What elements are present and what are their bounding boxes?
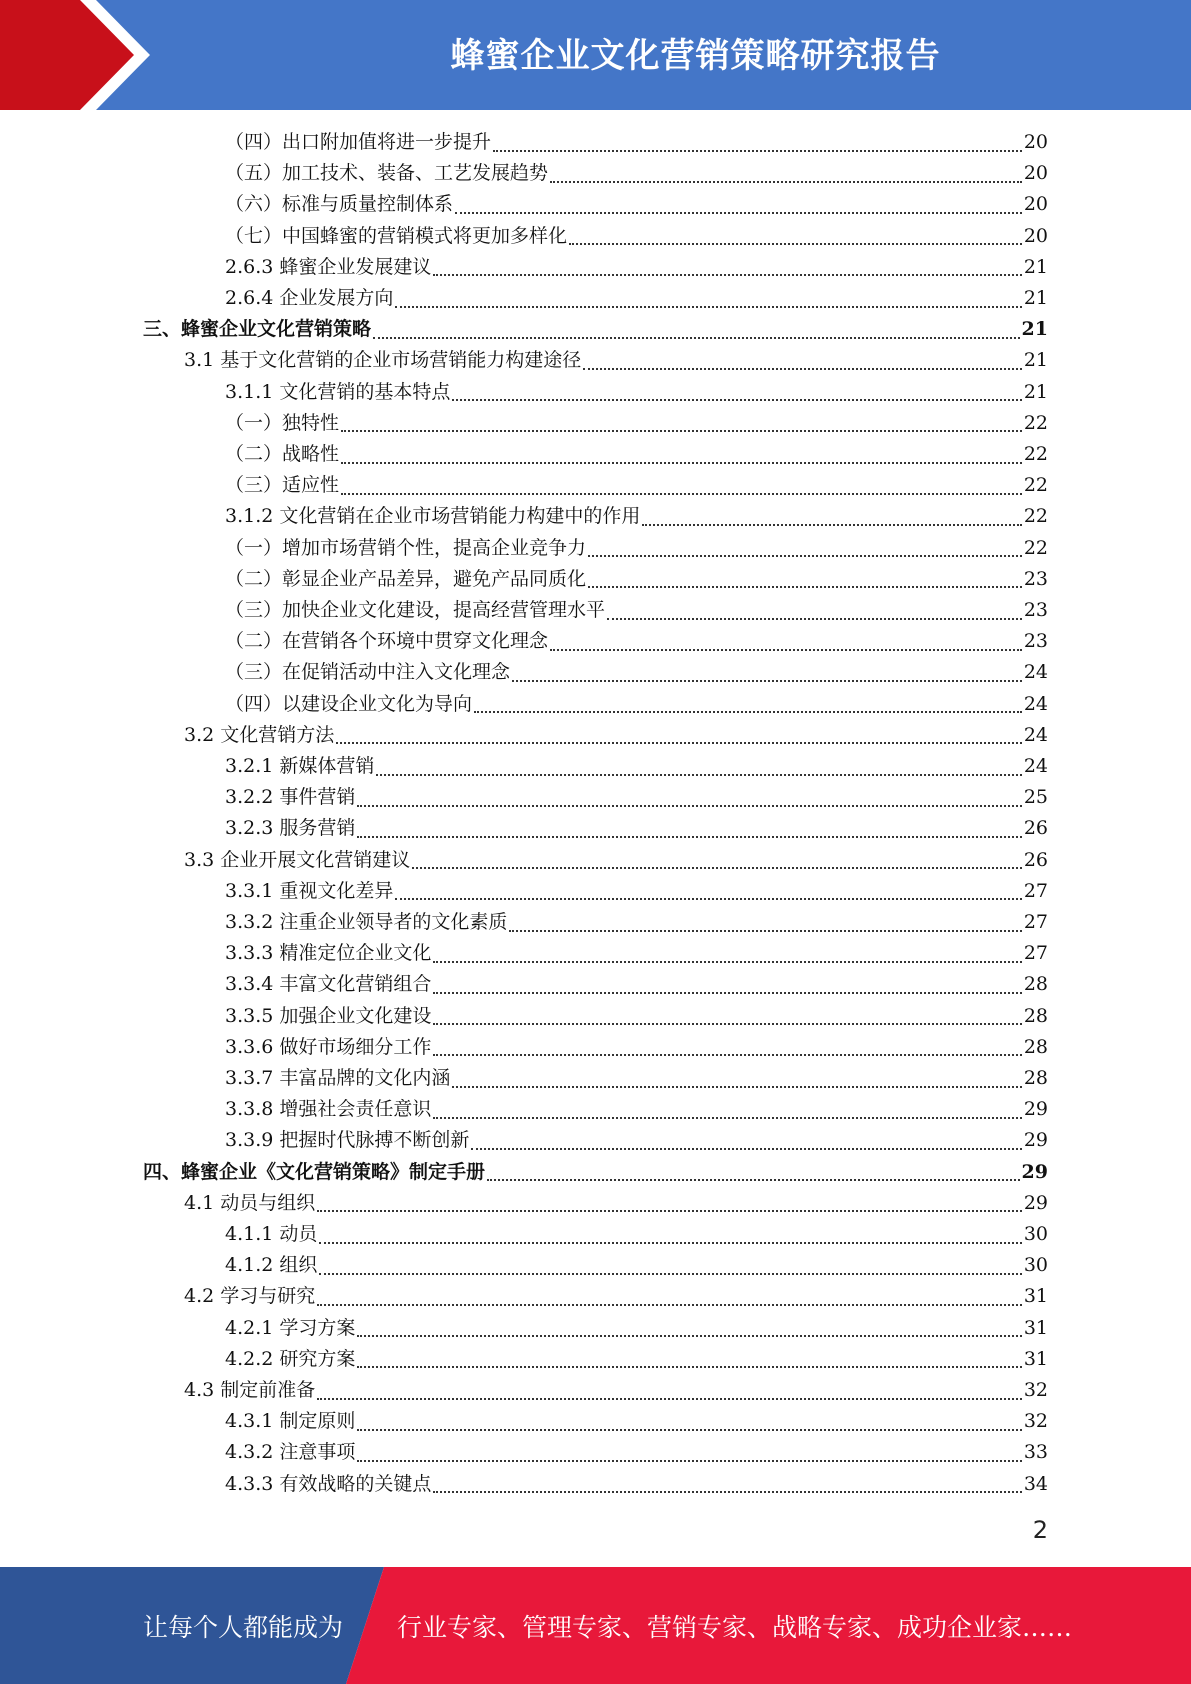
toc-entry-page: 25 — [1023, 786, 1048, 809]
toc-entry[interactable] — [225, 1063, 1048, 1094]
toc-dot-leader — [376, 774, 1021, 776]
toc-entry-title: 4.1.2 组织 — [225, 1254, 318, 1277]
toc-entry-title: （七）中国蜂蜜的营销模式将更加多样化 — [225, 224, 568, 247]
toc-entry[interactable] — [225, 127, 1048, 158]
toc-dot-leader — [588, 555, 1022, 557]
page-number: 2 — [1032, 1516, 1048, 1544]
toc-entry[interactable] — [225, 564, 1048, 595]
toc-entry[interactable] — [225, 501, 1048, 532]
toc-entry-title: 4.3.1 制定原则 — [225, 1410, 356, 1433]
toc-entry-title: 4.2.2 研究方案 — [225, 1347, 356, 1370]
toc-dot-leader — [341, 430, 1022, 432]
toc-entry-page: 21 — [1023, 380, 1048, 403]
toc-dot-leader — [583, 368, 1022, 370]
toc-entry[interactable] — [225, 1469, 1048, 1500]
toc-dot-leader — [357, 1366, 1021, 1368]
toc-entry-page: 24 — [1023, 755, 1048, 777]
toc-entry-title: （六）标准与质量控制体系 — [225, 193, 454, 216]
toc-entry[interactable] — [225, 595, 1048, 626]
toc-entry-title: 3.3.7 丰富品牌的文化内涵 — [225, 1067, 451, 1089]
toc-entry-page: 31 — [1023, 1285, 1048, 1308]
toc-dot-leader — [642, 524, 1021, 526]
toc-entry[interactable] — [225, 252, 1048, 283]
toc-entry-title: 4.3.2 注意事项 — [225, 1441, 356, 1464]
toc-dot-leader — [412, 867, 1022, 869]
toc-dot-leader — [319, 1242, 1021, 1244]
toc-entry[interactable] — [225, 782, 1048, 813]
toc-entry-title: （三）适应性 — [225, 474, 340, 497]
toc-entry-title: 3.3.1 重视文化差异 — [225, 879, 394, 902]
toc-dot-leader — [433, 961, 1021, 963]
footer-slogan-right: 行业专家、管理专家、营销专家、战略专家、成功企业家…… — [397, 1612, 1073, 1642]
toc-dot-leader — [588, 586, 1022, 588]
toc-entry[interactable] — [225, 1406, 1048, 1437]
toc-entry-title: （五）加工技术、装备、工艺发展趋势 — [225, 162, 549, 185]
toc-entry-page: 27 — [1023, 879, 1048, 902]
toc-entry[interactable] — [225, 189, 1048, 220]
toc-entry-page: 28 — [1023, 1004, 1048, 1027]
toc-entry[interactable] — [225, 283, 1048, 314]
toc-entry-title: 4.2.1 学习方案 — [225, 1316, 356, 1339]
toc-entry[interactable] — [184, 845, 1048, 876]
toc-entry[interactable] — [225, 1094, 1048, 1125]
toc-dot-leader — [569, 243, 1022, 245]
toc-entry-page: 29 — [1023, 1129, 1048, 1152]
toc-entry-page: 20 — [1023, 193, 1048, 216]
toc-entry-title: 4.3 制定前准备 — [184, 1379, 316, 1401]
toc-entry[interactable] — [225, 439, 1048, 470]
page-header — [0, 0, 1191, 110]
toc-entry-page: 34 — [1023, 1472, 1048, 1495]
toc-dot-leader — [474, 711, 1022, 713]
toc-dot-leader — [509, 930, 1021, 932]
toc-dot-leader — [455, 212, 1022, 214]
toc-entry[interactable] — [225, 969, 1048, 1000]
toc-entry-page: 24 — [1023, 692, 1048, 715]
toc-entry-title: 3.1.2 文化营销在企业市场营销能力构建中的作用 — [225, 505, 641, 528]
toc-entry-page: 24 — [1023, 661, 1048, 684]
toc-entry-page: 23 — [1023, 630, 1048, 653]
toc-entry-title: （二）在营销各个环境中贯穿文化理念 — [225, 630, 549, 653]
toc-dot-leader — [357, 1460, 1021, 1462]
toc-entry[interactable] — [225, 626, 1048, 657]
toc-entry-title: 3.2.3 服务营销 — [225, 817, 356, 840]
toc-dot-leader — [357, 1429, 1021, 1431]
toc-entry-page: 30 — [1023, 1223, 1048, 1245]
toc-entry-title: 四、蜂蜜企业《文化营销策略》制定手册 — [143, 1160, 486, 1183]
toc-entry-title: 3.3 企业开展文化营销建议 — [184, 848, 411, 871]
toc-dot-leader — [433, 274, 1021, 276]
toc-dot-leader — [341, 462, 1022, 464]
document-title: 蜂蜜企业文化营销策略研究报告 — [450, 36, 941, 76]
toc-dot-leader — [341, 493, 1022, 495]
toc-dot-leader — [357, 836, 1021, 838]
toc-entry-title: 三、蜂蜜企业文化营销策略 — [143, 318, 372, 341]
toc-dot-leader — [493, 150, 1022, 152]
toc-entry-page: 21 — [1023, 255, 1048, 278]
toc-dot-leader — [471, 1148, 1021, 1150]
toc-entry-page: 23 — [1023, 599, 1048, 621]
toc-entry-title: 2.6.4 企业发展方向 — [225, 287, 394, 309]
toc-entry-title: 3.3.9 把握时代脉搏不断创新 — [225, 1129, 470, 1152]
toc-entry-page: 20 — [1023, 131, 1048, 153]
toc-entry[interactable] — [143, 314, 1048, 345]
toc-dot-leader — [550, 649, 1022, 651]
toc-dot-leader — [607, 618, 1022, 620]
toc-entry-title: （四）出口附加值将进一步提升 — [225, 131, 492, 153]
toc-dot-leader — [433, 992, 1021, 994]
toc-entry-title: 4.3.3 有效战略的关键点 — [225, 1472, 432, 1495]
toc-entry-title: 3.3.5 加强企业文化建设 — [225, 1004, 432, 1027]
toc-entry-page: 29 — [1023, 1098, 1048, 1121]
toc-entry-title: （四）以建设企业文化为导向 — [225, 692, 473, 715]
toc-entry-title: （二）战略性 — [225, 443, 340, 465]
toc-dot-leader — [550, 181, 1022, 183]
toc-entry[interactable] — [225, 657, 1048, 688]
toc-entry-page: 30 — [1023, 1254, 1048, 1277]
toc-dot-leader — [317, 1304, 1022, 1306]
toc-entry-title: 3.1.1 文化营销的基本特点 — [225, 380, 451, 403]
toc-entry-page: 27 — [1023, 942, 1048, 965]
toc-entry-page: 21 — [1023, 287, 1048, 309]
toc-entry-page: 27 — [1023, 911, 1048, 933]
toc-entry[interactable] — [225, 689, 1048, 720]
toc-dot-leader — [373, 337, 1020, 339]
toc-dot-leader — [452, 1086, 1021, 1088]
toc-entry-title: 3.3.6 做好市场细分工作 — [225, 1035, 432, 1058]
toc-entry-page: 24 — [1023, 723, 1048, 746]
toc-entry[interactable] — [225, 470, 1048, 501]
toc-entry[interactable] — [184, 345, 1048, 376]
toc-entry-title: （三）加快企业文化建设，提高经营管理水平 — [225, 599, 606, 621]
toc-entry[interactable] — [225, 533, 1048, 564]
toc-dot-leader — [317, 1398, 1022, 1400]
toc-entry[interactable] — [225, 751, 1048, 782]
toc-entry[interactable] — [225, 1437, 1048, 1468]
toc-entry[interactable] — [143, 1157, 1048, 1188]
toc-entry[interactable] — [225, 938, 1048, 969]
toc-entry-page: 20 — [1023, 162, 1048, 185]
toc-entry[interactable] — [225, 1032, 1048, 1063]
toc-dot-leader — [357, 805, 1021, 807]
toc-entry-title: （三）在促销活动中注入文化理念 — [225, 661, 511, 684]
toc-entry[interactable] — [225, 221, 1048, 252]
toc-entry-title: 3.2.2 事件营销 — [225, 786, 356, 809]
toc-dot-leader — [336, 742, 1022, 744]
toc-entry-title: 3.3.2 注重企业领导者的文化素质 — [225, 911, 508, 933]
toc-entry-page: 22 — [1023, 411, 1048, 434]
toc-entry[interactable] — [225, 813, 1048, 844]
toc-dot-leader — [512, 680, 1022, 682]
toc-dot-leader — [452, 399, 1021, 401]
toc-entry[interactable] — [225, 1125, 1048, 1156]
toc-entry-title: 3.1 基于文化营销的企业市场营销能力构建途径 — [184, 349, 582, 372]
toc-entry-page: 22 — [1023, 443, 1048, 465]
toc-entry-page: 28 — [1023, 1067, 1048, 1089]
toc-entry-page: 32 — [1023, 1410, 1048, 1433]
toc-entry[interactable] — [225, 377, 1048, 408]
toc-entry-title: 3.2.1 新媒体营销 — [225, 755, 375, 777]
toc-entry[interactable] — [225, 158, 1048, 189]
toc-entry[interactable] — [225, 1001, 1048, 1032]
toc-entry[interactable] — [225, 1250, 1048, 1281]
page-footer — [0, 1567, 1191, 1684]
toc-entry-title: 4.1 动员与组织 — [184, 1191, 316, 1214]
toc-entry-title: 2.6.3 蜂蜜企业发展建议 — [225, 255, 432, 278]
toc-entry[interactable] — [225, 1219, 1048, 1250]
toc-entry-page: 28 — [1023, 973, 1048, 996]
toc-dot-leader — [433, 1491, 1021, 1493]
toc-entry-page: 31 — [1023, 1347, 1048, 1370]
toc-entry[interactable] — [225, 1344, 1048, 1375]
toc-entry[interactable] — [184, 1375, 1048, 1406]
toc-entry-page: 22 — [1023, 505, 1048, 528]
toc-entry[interactable] — [184, 1188, 1048, 1219]
toc-dot-leader — [487, 1179, 1020, 1181]
toc-entry[interactable] — [184, 1281, 1048, 1312]
toc-entry-title: 4.2 学习与研究 — [184, 1285, 316, 1308]
toc-entry-title: 4.1.1 动员 — [225, 1223, 318, 1245]
toc-entry-title: 3.3.3 精准定位企业文化 — [225, 942, 432, 965]
toc-entry-title: 3.2 文化营销方法 — [184, 723, 335, 746]
toc-entry-page: 33 — [1023, 1441, 1048, 1464]
toc-entry-page: 20 — [1023, 224, 1048, 247]
toc-entry-page: 21 — [1023, 349, 1048, 372]
toc-dot-leader — [395, 898, 1021, 900]
toc-entry-title: 3.3.4 丰富文化营销组合 — [225, 973, 432, 996]
toc-dot-leader — [319, 1273, 1021, 1275]
toc-entry-page: 21 — [1021, 318, 1048, 341]
toc-entry[interactable] — [184, 720, 1048, 751]
toc-entry-page: 26 — [1023, 848, 1048, 871]
toc-entry-page: 32 — [1023, 1379, 1048, 1401]
toc-entry[interactable] — [225, 408, 1048, 439]
toc-entry-page: 22 — [1023, 536, 1048, 559]
toc-entry[interactable] — [225, 1313, 1048, 1344]
toc-dot-leader — [317, 1210, 1022, 1212]
toc-entry-page: 23 — [1023, 567, 1048, 590]
toc-dot-leader — [357, 1335, 1021, 1337]
toc-entry-page: 28 — [1023, 1035, 1048, 1058]
toc-dot-leader — [433, 1023, 1021, 1025]
toc-entry[interactable] — [225, 876, 1048, 907]
toc-dot-leader — [433, 1117, 1021, 1119]
toc-dot-leader — [433, 1054, 1021, 1056]
toc-entry-page: 22 — [1023, 474, 1048, 497]
toc-entry-title: （一）独特性 — [225, 411, 340, 434]
toc-entry-page: 26 — [1023, 817, 1048, 840]
toc-entry-page: 29 — [1023, 1191, 1048, 1214]
toc-dot-leader — [395, 306, 1021, 308]
toc-entry-title: （二）彰显企业产品差异，避免产品同质化 — [225, 567, 587, 590]
toc-entry-page: 29 — [1021, 1160, 1048, 1183]
toc-entry-title: （一）增加市场营销个性，提高企业竞争力 — [225, 536, 587, 559]
toc-entry-title: 3.3.8 增强社会责任意识 — [225, 1098, 432, 1121]
footer-slogan-left: 让每个人都能成为 — [143, 1612, 344, 1642]
toc-entry[interactable] — [225, 907, 1048, 938]
toc-entry-page: 31 — [1023, 1316, 1048, 1339]
